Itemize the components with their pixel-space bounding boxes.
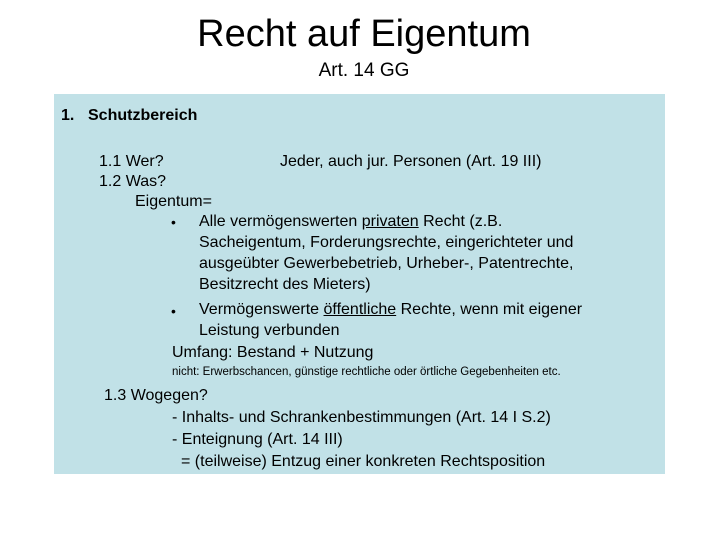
- wogegen-label: 1.3 Wogegen?: [104, 387, 208, 404]
- was-label: 1.2 Was?: [99, 173, 166, 190]
- bullet-1-line-3: ausgeübter Gewerbebetrieb, Urheber-, Patentrechte,: [199, 255, 574, 272]
- wogegen-item-2: - Enteignung (Art. 14 III): [172, 431, 343, 448]
- wogegen-item-2-detail: = (teilweise) Entzug einer konkreten Rechtsposition: [181, 453, 546, 470]
- umfang-text: Umfang: Bestand + Nutzung: [172, 344, 374, 361]
- oeffentliche-underlined: öffentliche: [323, 301, 397, 318]
- wer-label: 1.1 Wer?: [99, 153, 164, 170]
- bullet-2-line-1: Vermögenswerte öffentliche Rechte, wenn mit eigener: [199, 301, 583, 318]
- page-title: Recht auf Eigentum: [197, 13, 531, 55]
- wer-value: Jeder, auch jur. Personen (Art. 19 III): [280, 153, 542, 170]
- bullet-1-line-4: Besitzrecht des Mieters): [199, 276, 371, 293]
- privaten-underlined: privaten: [361, 213, 419, 230]
- bullet-1-line-1: Alle vermögenswerten privaten Recht (z.B.: [199, 213, 503, 230]
- section-title: Schutzbereich: [88, 107, 198, 124]
- bullet-1-marker: •: [171, 214, 176, 230]
- wogegen-item-1: - Inhalts- und Schrankenbestimmungen (Art. 14 I S.2): [172, 409, 551, 426]
- bullet-1-line-2: Sacheigentum, Forderungsrechte, eingerichteter und: [199, 234, 574, 251]
- page-subtitle: Art. 14 GG: [318, 60, 410, 81]
- section-number: 1.: [61, 107, 75, 124]
- bullet-2-line-2: Leistung verbunden: [199, 322, 340, 339]
- content-box: [54, 94, 665, 474]
- eigentum-label: Eigentum=: [135, 193, 212, 210]
- bullet-2-marker: •: [171, 303, 176, 319]
- nicht-note: nicht: Erwerbschancen, günstige rechtliche oder örtliche Gegebenheiten etc.: [172, 366, 561, 378]
